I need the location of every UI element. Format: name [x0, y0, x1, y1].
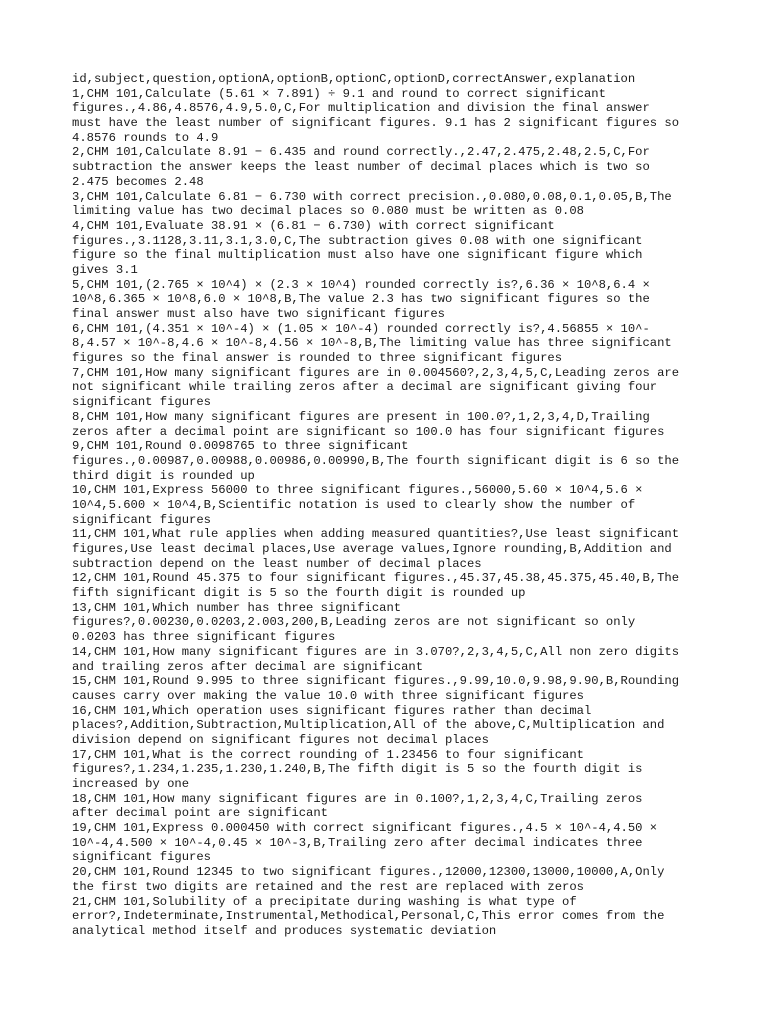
csv-line: final answer must also have two significant figures — [72, 307, 445, 321]
csv-line: 8,4.57 × 10^-8,4.6 × 10^-8,4.56 × 10^-8,B,The limiting value has three significant — [72, 336, 672, 351]
csv-line: 9,CHM 101,Round 0.0098765 to three significant — [72, 439, 409, 454]
csv-line: 10^-4,4.500 × 10^-4,0.45 × 10^-3,B,Trailing zero after decimal indicates three — [72, 835, 643, 850]
csv-line: 1,CHM 101,Calculate (5.61 × 7.891) ÷ 9.1 and round to correct significant — [72, 86, 606, 101]
csv-line: error?,Indeterminate,Instrumental,Methodical,Personal,C,This error comes from the — [72, 909, 665, 924]
csv-line: subtraction depend on the least number of decimal places — [72, 556, 482, 571]
csv-line: figure so the final multiplication must also have one significant figure which — [72, 248, 643, 263]
csv-line: 12,CHM 101,Round 45.375 to four significant figures.,45.37,45.38,45.375,45.40,B,The — [72, 571, 680, 586]
csv-line: figures?,0.00230,0.0203,2.003,200,B,Leading zeros are not significant so only — [72, 615, 636, 630]
csv-line: zeros after a decimal point are significant so 100.0 has four significant figures — [72, 424, 665, 439]
csv-line: figures.,3.1128,3.11,3.1,3.0,C,The subtraction gives 0.08 with one significant — [72, 233, 643, 248]
csv-line: 7,CHM 101,How many significant figures are in 0.004560?,2,3,4,5,C,Leading zeros are — [72, 365, 680, 380]
csv-line: 3,CHM 101,Calculate 6.81 − 6.730 with correct precision.,0.080,0.08,0.1,0.05,B,The — [72, 189, 672, 204]
csv-line: 11,CHM 101,What rule applies when adding measured quantities?,Use least significant — [72, 527, 680, 542]
csv-line: not significant while trailing zeros after a decimal are significant giving four — [72, 380, 658, 395]
csv-line: figures.,0.00987,0.00988,0.00986,0.00990,B,The fourth significant digit is 6 so the — [72, 453, 680, 468]
csv-line: figures so the final answer is rounded to three significant figures — [72, 351, 563, 366]
csv-line: subtraction the answer keeps the least number of decimal places which is two so — [72, 160, 650, 175]
csv-line: 4.8576 rounds to 4.9 — [72, 130, 219, 145]
csv-line: figures?,1.234,1.235,1.230,1.240,B,The fifth digit is 5 so the fourth digit is — [72, 762, 643, 777]
csv-header-line: id,subject,question,optionA,optionB,optionC,optionD,correctAnswer,explanation — [72, 72, 636, 86]
csv-line: significant figures — [72, 512, 211, 527]
csv-line: 17,CHM 101,What is the correct rounding of 1.23456 to four significant — [72, 747, 584, 762]
csv-line: 2,CHM 101,Calculate 8.91 − 6.435 and round correctly.,2.47,2.475,2.48,2.5,C,For — [72, 145, 650, 160]
csv-line: the first two digits are retained and the rest are replaced with zeros — [72, 879, 584, 894]
csv-line: third digit is rounded up — [72, 468, 255, 483]
csv-line: 8,CHM 101,How many significant figures are present in 100.0?,1,2,3,4,D,Trailing — [72, 409, 650, 424]
csv-line: 2.475 becomes 2.48 — [72, 174, 204, 189]
csv-line: 20,CHM 101,Round 12345 to two significant figures.,12000,12300,13000,10000,A,Only — [72, 865, 665, 880]
csv-line: 18,CHM 101,How many significant figures are in 0.100?,1,2,3,4,C,Trailing zeros — [72, 791, 643, 806]
csv-line: places?,Addition,Subtraction,Multiplication,All of the above,C,Multiplication and — [72, 718, 665, 733]
csv-line: significant figures — [72, 850, 211, 865]
csv-line: 4,CHM 101,Evaluate 38.91 × (6.81 − 6.730) with correct significant — [72, 218, 555, 233]
csv-line: 10,CHM 101,Express 56000 to three significant figures.,56000,5.60 × 10^4,5.6 × — [72, 483, 643, 498]
csv-line: fifth significant digit is 5 so the fourth digit is rounded up — [72, 586, 526, 601]
csv-line: gives 3.1 — [72, 262, 138, 277]
csv-line: 10^4,5.600 × 10^4,B,Scientific notation is used to clearly show the number of — [72, 497, 636, 512]
csv-line: 19,CHM 101,Express 0.000450 with correct significant figures.,4.5 × 10^-4,4.50 × — [72, 821, 658, 836]
csv-line: causes carry over making the value 10.0 with three significant figures — [72, 688, 584, 703]
csv-line: must have the least number of significant figures. 9.1 has 2 significant figures so — [72, 116, 680, 131]
csv-document — [72, 72, 702, 939]
csv-line: limiting value has two decimal places so 0.080 must be written as 0.08 — [72, 204, 584, 219]
csv-line: 16,CHM 101,Which operation uses significant figures rather than decimal — [72, 703, 592, 718]
csv-line: 10^8,6.365 × 10^8,6.0 × 10^8,B,The value 2.3 has two significant figures so the — [72, 292, 650, 307]
csv-line: division depend on significant figures not decimal places — [72, 732, 489, 747]
csv-line: 5,CHM 101,(2.765 × 10^4) × (2.3 × 10^4) rounded correctly is?,6.36 × 10^8,6.4 × — [72, 277, 650, 292]
csv-line: significant figures — [72, 395, 211, 410]
csv-line: 21,CHM 101,Solubility of a precipitate during washing is what type of — [72, 894, 577, 909]
csv-line: analytical method itself and produces systematic deviation — [72, 923, 497, 938]
csv-line: increased by one — [72, 777, 190, 791]
csv-line: 13,CHM 101,Which number has three significant — [72, 600, 402, 615]
csv-line: 6,CHM 101,(4.351 × 10^-4) × (1.05 × 10^-4) rounded correctly is?,4.56855 × 10^- — [72, 321, 650, 336]
csv-line: 15,CHM 101,Round 9.995 to three significant figures.,9.99,10.0,9.98,9.90,B,Rounding — [72, 674, 680, 689]
csv-line: after decimal point are significant — [72, 806, 328, 821]
csv-line: 14,CHM 101,How many significant figures are in 3.070?,2,3,4,5,C,All non zero digits — [72, 644, 680, 659]
csv-line: figures,Use least decimal places,Use average values,Ignore rounding,B,Addition and — [72, 542, 672, 556]
csv-line: 0.0203 has three significant figures — [72, 630, 336, 645]
csv-line: and trailing zeros after decimal are significant — [72, 659, 424, 674]
csv-line: figures.,4.86,4.8576,4.9,5.0,C,For multiplication and division the final answer — [72, 101, 650, 116]
